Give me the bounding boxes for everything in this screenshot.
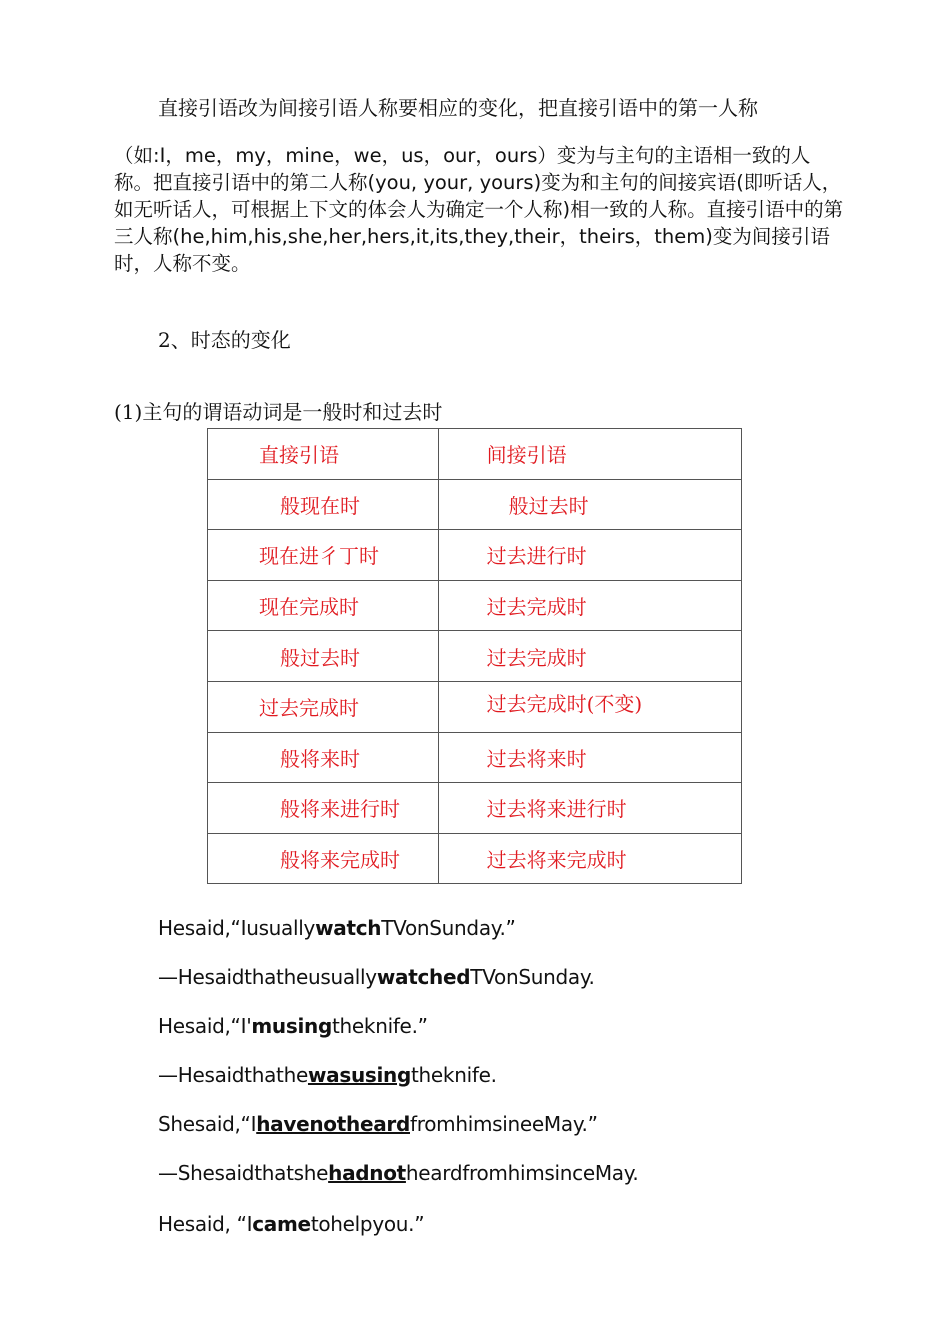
example-sentence: Hesaid,“IusuallywatchTVonSunday.” bbox=[158, 916, 516, 940]
table-cell: 般过去时 bbox=[208, 631, 439, 682]
table-cell: 过去进行时 bbox=[438, 530, 741, 581]
table-row bbox=[208, 833, 742, 884]
example-verb: came bbox=[252, 1212, 311, 1236]
example-verb: hadnot bbox=[328, 1161, 406, 1185]
example-sentence: —HesaidthatheusuallywatchedTVonSunday. bbox=[158, 965, 595, 989]
table-cell: 现在完成时 bbox=[208, 580, 439, 631]
table-cell: 般将来时 bbox=[208, 732, 439, 783]
example-verb: watch bbox=[315, 916, 382, 940]
paragraph-intro: 直接引语改为间接引语人称要相应的变化，把直接引语中的第一人称 bbox=[158, 96, 758, 120]
table-cell: 般现在时 bbox=[208, 479, 439, 530]
example-sentence: Hesaid, “Icametohelpyou.” bbox=[158, 1212, 425, 1236]
table-row bbox=[208, 732, 742, 783]
table-row bbox=[208, 631, 742, 682]
example-sentence: —Hesaidthathewasusingtheknife. bbox=[158, 1063, 497, 1087]
table-cell: 过去将来时 bbox=[438, 732, 741, 783]
table-cell: 般将来完成时 bbox=[208, 833, 439, 884]
subsection-heading: (1)主句的谓语动词是一般时和过去时 bbox=[114, 400, 443, 424]
paragraph-person-rules: （如:I，me，my，mine，we，us，our，ours）变为与主句的主语相一致的人称。把直接引语中的第二人称(you, your, yours)变为和主句的间接宾语(即听话人，如无听话人，可根据上下文的体会人为确定一个人称)相一致的人称。直接引语中的第三人称(he,him,his,she,her,hers,it,its,they,their，theirs，them)变为间接引语时，人称不变。 bbox=[114, 144, 844, 275]
table-cell: 过去完成时(不变) bbox=[438, 681, 741, 732]
example-verb: wasusing bbox=[307, 1063, 411, 1087]
example-sentence: —ShesaidthatshehadnotheardfromhimsinceMay. bbox=[158, 1161, 639, 1185]
table-cell: 过去完成时 bbox=[438, 631, 741, 682]
tense-table bbox=[207, 428, 742, 884]
table-row bbox=[208, 580, 742, 631]
table-header-row bbox=[208, 429, 742, 480]
table-cell: 般将来进行时 bbox=[208, 783, 439, 834]
example-sentence: Hesaid,“I'musingtheknife.” bbox=[158, 1014, 428, 1038]
table-header-cell: 直接引语 bbox=[208, 429, 439, 480]
table-cell: 般过去时 bbox=[438, 479, 741, 530]
example-verb: musing bbox=[251, 1014, 332, 1038]
table-cell: 过去完成时 bbox=[208, 681, 439, 732]
table-cell: 过去将来完成时 bbox=[438, 833, 741, 884]
table-row bbox=[208, 783, 742, 834]
table-row bbox=[208, 681, 742, 732]
example-verb: watched bbox=[376, 965, 471, 989]
table-cell: 过去将来进行时 bbox=[438, 783, 741, 834]
table-row bbox=[208, 530, 742, 581]
table-row bbox=[208, 479, 742, 530]
section-heading-tense: 2、时态的变化 bbox=[158, 328, 291, 352]
table-cell: 过去完成时 bbox=[438, 580, 741, 631]
table-cell: 现在进彳丁时 bbox=[208, 530, 439, 581]
example-verb: havenotheard bbox=[256, 1112, 410, 1136]
table-header-cell: 间接引语 bbox=[438, 429, 741, 480]
example-sentence: Shesaid,“IhavenotheardfromhimsineeMay.” bbox=[158, 1112, 598, 1136]
